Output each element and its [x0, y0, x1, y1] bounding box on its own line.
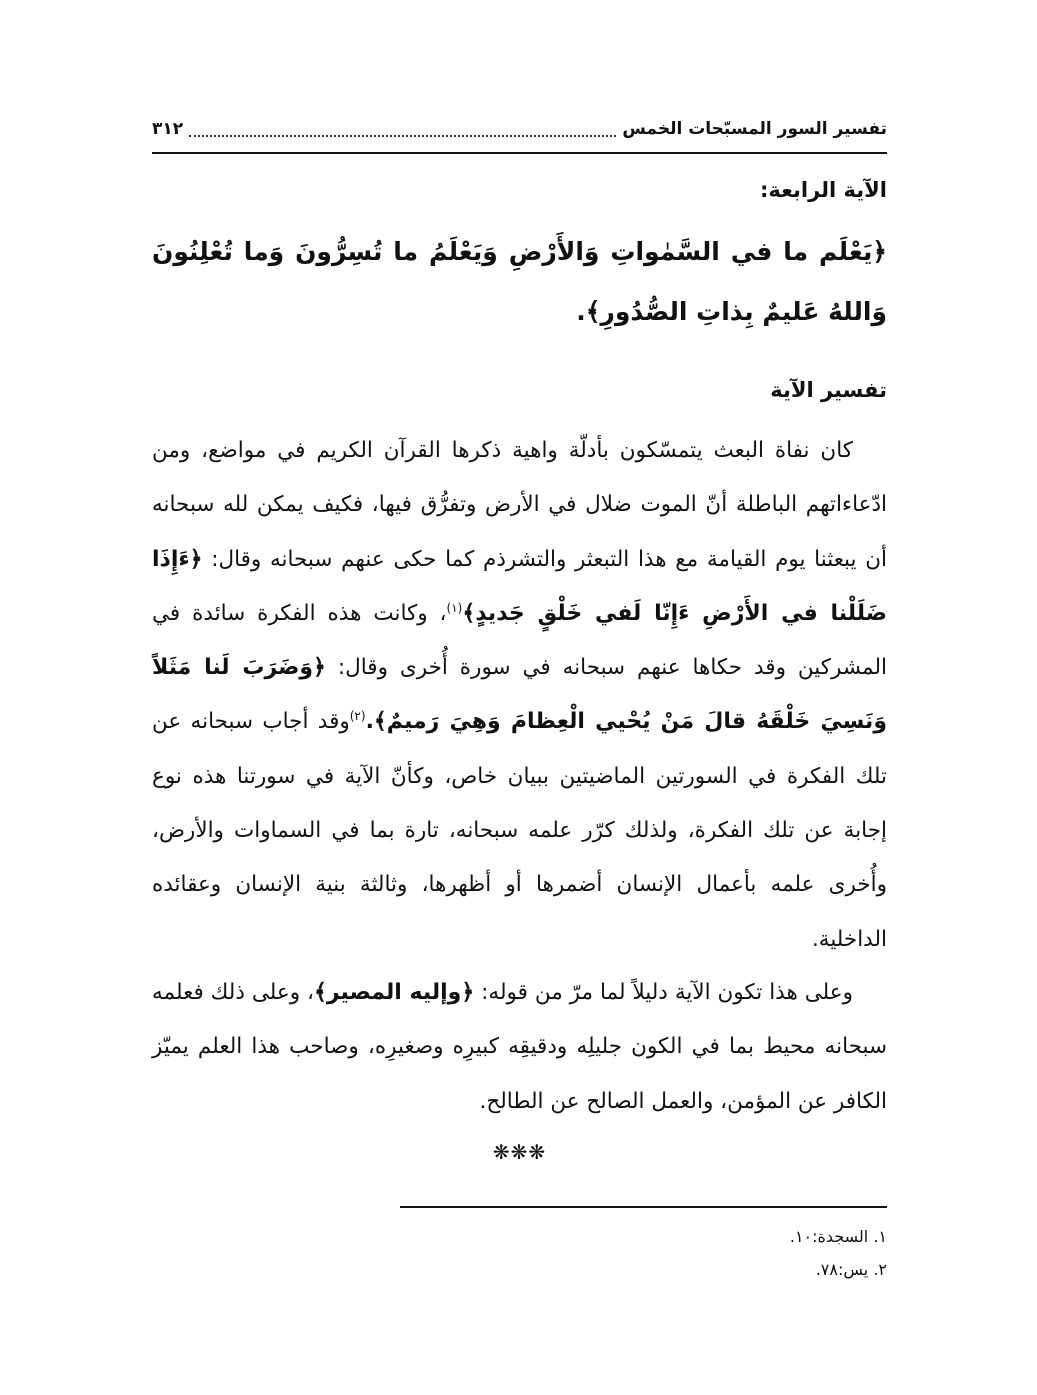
page-header [152, 112, 887, 146]
paragraph-1-part-1: كان نفاة البعث يتمسّكون بأدلّة واهية ذكرها القرآن الكريم في مواضع، ومن ادّعاءاتهم الباطلة أنّ الموت ضلال في الأرض وتفرُّق فيها، فكيف يمكن لله سبحانه أن يبعثنا يوم القيامة مع هذا التبعثر والتشرذم كما حكى عنهم سبحانه وقال: [152, 438, 887, 572]
paragraph-1-part-3: وقد أجاب سبحانه عن تلك الفكرة في السورتين الماضيتين ببيان خاص، وكأنّ الآية في سورتنا هذه نوع إجابة عن تلك الفكرة، ولذلك كرّر علمه سبحانه، تارة بما في السماوات والأرض، وأُخرى علمه بأعمال الإنسان أضمرها أو أظهرها، وثالثة بنية الإنسان وعقائده الداخلية. [152, 709, 887, 952]
header-rule [152, 152, 887, 154]
footnote-ref-1: (١) [446, 600, 463, 615]
footnotes [152, 1220, 887, 1286]
footnote-ref-2: (٢) [349, 709, 366, 724]
verse-heading: الآية الرابعة: [760, 178, 887, 202]
footnote-item: ٢. يس:٧٨. [815, 1260, 887, 1279]
tafsir-heading: تفسير الآية [770, 378, 887, 402]
quran-quote-sajda: ﴿ءَإِذَا ضَلَلْنا في الأَرْضِ ءَإِنّا لَفي خَلْقٍ جَديدٍ﴾ [152, 546, 887, 626]
running-title: تفسير السور المسبّحات الخمس [622, 119, 887, 139]
section-separator: ❋❋❋ [492, 1140, 547, 1164]
paragraph-2-part-2: ، وعلى ذلك فعلمه سبحانه محيط بما في الكون جليلِه ودقيقِه كبيرِه وصغيرِه، وصاحب هذا العلم يميّز الكافر عن المؤمن، والعمل الصالح عن الطالح. [152, 980, 887, 1114]
page-number: ٣١٢ [152, 119, 184, 139]
paragraph-1-part-2: ، وكانت هذه الفكرة سائدة في المشركين وقد حكاها عنهم سبحانه في سورة أُخرى وقال: [152, 600, 887, 681]
quran-quote-masir: ﴿وإليه المصير﴾ [313, 980, 475, 1005]
paragraph-2 [152, 966, 887, 1129]
quran-quote-yasin: ﴿وَضَرَبَ لَنا مَثَلاً وَنَسِيَ خَلْقَهُ قالَ مَنْ يُحْيي الْعِظامَ وَهِيَ رَميمٌ﴾. [152, 655, 887, 735]
header-leader-dots [189, 121, 616, 137]
paragraph-1 [152, 424, 887, 967]
paragraph-2-part-1: وعلى هذا تكون الآية دليلاً لما مرّ من قوله: [474, 980, 853, 1005]
footnote-rule [400, 1206, 887, 1208]
footnote-item: ١. السجدة:١٠. [789, 1227, 887, 1246]
quran-verse: ﴿يَعْلَم ما في السَّمٰواتِ وَالأَرْضِ وَيَعْلَمُ ما تُسِرُّونَ وَما تُعْلِنُونَ وَاللهُ عَليمٌ بِذاتِ الصُّدُورِ﴾. [152, 237, 887, 326]
book-page [152, 0, 887, 1395]
